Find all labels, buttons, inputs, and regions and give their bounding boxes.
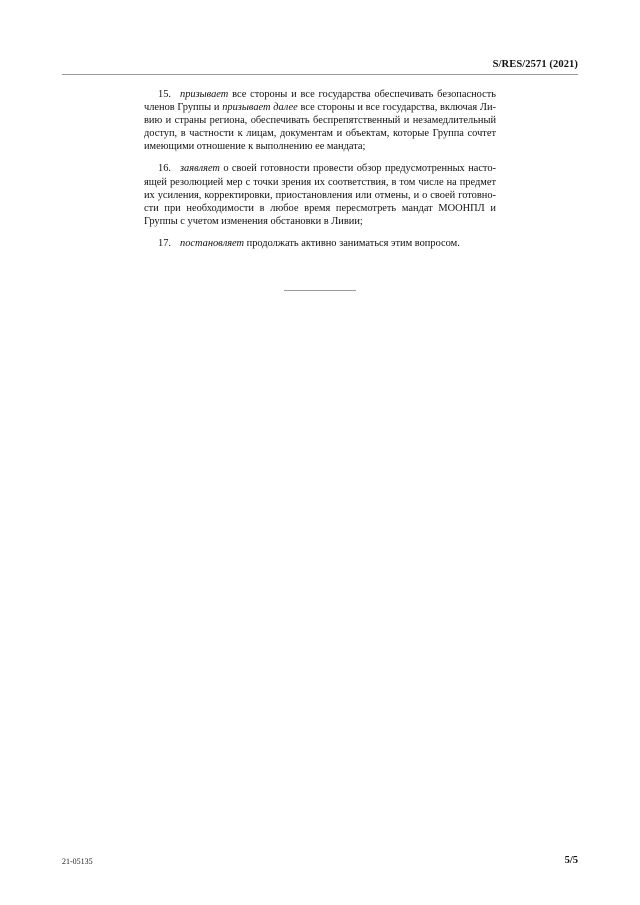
operative-verb: призывает [180,89,229,100]
operative-verb: заявляет [180,163,220,175]
paragraph-number: 16. [158,163,171,175]
operative-verb: постановляет [180,237,245,249]
paragraph-17 [144,237,496,250]
document-body [144,88,496,259]
paragraph-number: 17. [158,237,171,249]
page-number: 5/5 [564,855,578,866]
paragraph-15 [144,88,496,153]
paragraph-text: все стороны и все государства обеспечивать безопасность членов Группы и [144,89,496,114]
end-of-text-divider [284,290,356,291]
header-divider [62,74,578,75]
paragraph-text: все стороны и все государства, включая Ливию и страны региона, обеспечивать беспрепятственный и незамедлительный доступ, в частности к лицам, документам и объектам, которые Группа сочтет имеющими отношение к выполнению ее мандата; [144,102,496,153]
document-code: 21-05135 [62,857,93,866]
operative-verb: призывает далее [222,102,298,114]
paragraph-text: о своей готовности провести обзор предусмотренных настоящей резолюцией мер с точки зрения их соответствия, в том числе на предмет их усиления, корректировки, приостановления или отмены, и о своей готовности при необходимости в любое время пересмотреть мандат МООНПЛ и Группы с учетом изменения обстановки в Ливии; [144,163,496,227]
paragraph-number: 15. [158,89,171,100]
paragraph-text: продолжать активно заниматься этим вопросом. [244,237,460,249]
paragraph-16 [144,162,496,227]
document-symbol: S/RES/2571 (2021) [492,59,578,70]
